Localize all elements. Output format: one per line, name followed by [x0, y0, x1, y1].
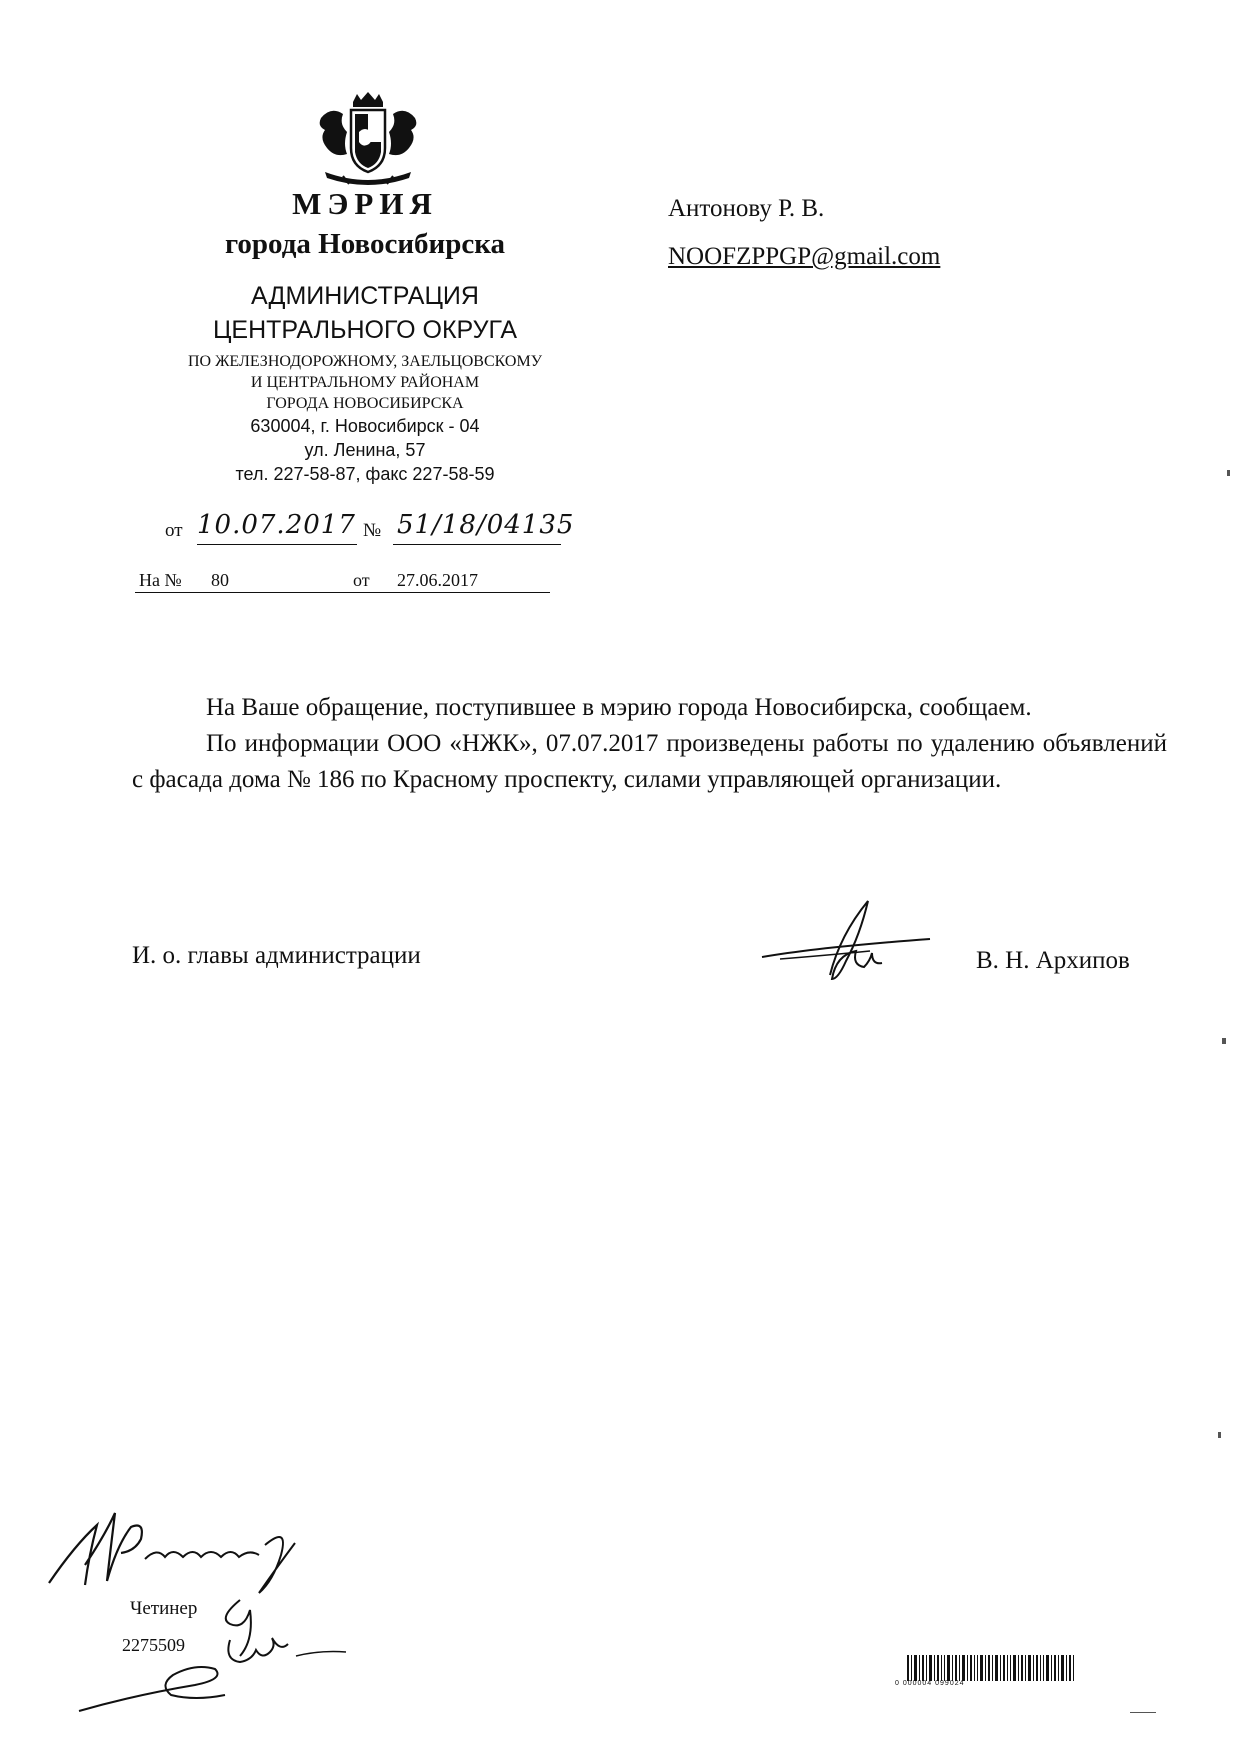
ref-date-label: от — [353, 570, 370, 590]
district-subtitle-2: И ЦЕНТРАЛЬНОМУ РАЙОНАМ — [250, 374, 480, 391]
signatory-name: В. Н. Архипов — [976, 947, 1130, 974]
ref-date-value: 27.06.2017 — [397, 570, 478, 590]
barcode-number: 0 000004 099024 — [895, 1680, 965, 1687]
body-paragraph: На Ваше обращение, поступившее в мэрию города Новосибирска, сообщаем. — [206, 694, 1032, 721]
ref-number-value: 80 — [211, 570, 229, 590]
postal-address: 630004, г. Новосибирск - 04 — [250, 416, 480, 436]
handwritten-flourish — [75, 1655, 275, 1715]
coat-of-arms-icon — [313, 92, 423, 188]
phone-fax: тел. 227-58-87, факс 227-58-59 — [235, 464, 495, 484]
body-paragraph: По информации ООО «НЖК», 07.07.2017 произведены работы по удалению объявлений с фасада дома № 186 по Красному проспекту, силами управляющей организации. — [132, 730, 1167, 793]
scan-artifact — [1130, 1712, 1156, 1713]
scan-artifact — [1227, 470, 1230, 476]
district-subtitle-3: ГОРОДА НОВОСИБИРСКА — [266, 395, 464, 412]
reference-line — [135, 570, 555, 600]
registration-line — [165, 510, 575, 550]
city-title: города Новосибирска — [224, 228, 506, 260]
reg-date-value: 10.07.2017 — [197, 510, 356, 540]
executor-phone: 2275509 — [122, 1635, 185, 1655]
scan-artifact — [1218, 1432, 1221, 1438]
recipient-name: Антонову Р. В. — [668, 195, 825, 222]
handwritten-signature — [760, 895, 940, 995]
reg-number-underline — [393, 544, 561, 545]
reg-number-label: № — [363, 520, 382, 541]
reg-date-label: от — [165, 520, 183, 541]
signatory-role: И. о. главы администрации — [132, 942, 421, 969]
scan-artifact — [1222, 1038, 1226, 1044]
street-address: ул. Ленина, 57 — [304, 440, 426, 460]
handwritten-approval-signature — [45, 1505, 325, 1595]
recipient-email: NOOFZPPGP@gmail.com — [668, 243, 941, 270]
ref-underline — [135, 592, 550, 593]
letter-body — [132, 690, 1167, 798]
reg-date-underline — [197, 544, 357, 545]
ref-number-label: На № — [139, 570, 182, 590]
district-title: ЦЕНТРАЛЬНОГО ОКРУГА — [212, 316, 518, 344]
administration-title: АДМИНИСТРАЦИЯ — [251, 282, 479, 310]
executor-name: Четинер — [130, 1598, 198, 1619]
district-subtitle-1: ПО ЖЕЛЕЗНОДОРОЖНОМУ, ЗАЕЛЬЦОВСКОМУ — [187, 353, 543, 370]
mayoralty-title: МЭРИЯ — [292, 186, 438, 221]
reg-number-value: 51/18/04135 — [397, 510, 575, 540]
